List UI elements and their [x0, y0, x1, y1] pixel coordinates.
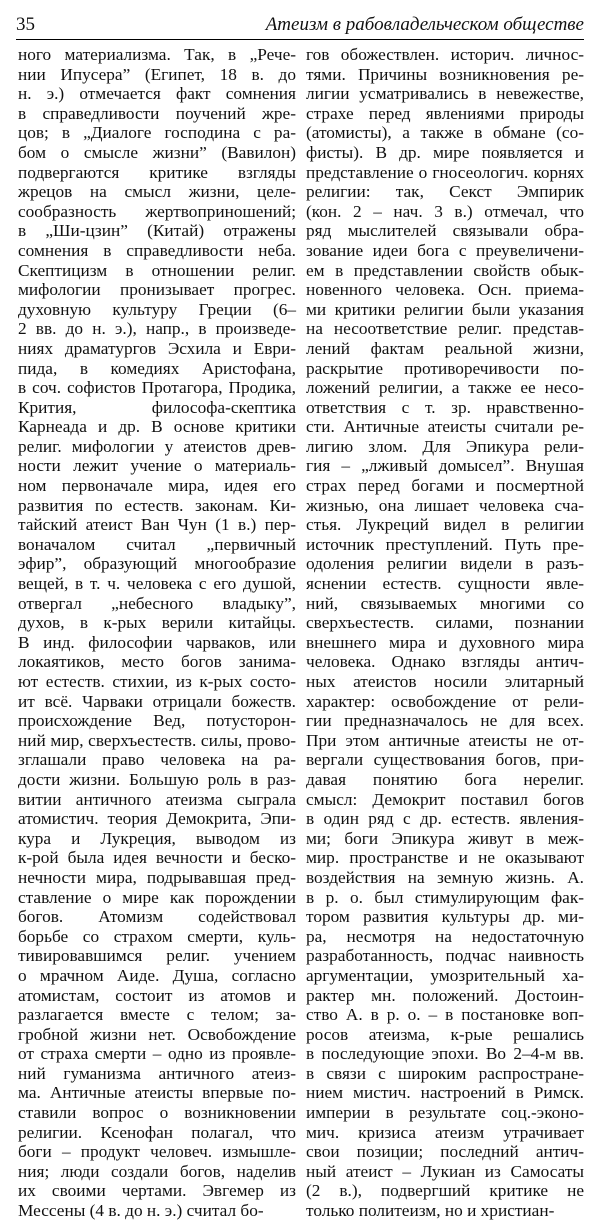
text-line: ставили вопрос о возникновении	[18, 1103, 296, 1123]
text-line: рактер мн. положений. Достоин-	[306, 985, 584, 1005]
text-line: ний, связываемых многими со	[306, 593, 584, 613]
text-line: 2 вв. до н. э.), напр., в произведе-	[18, 319, 296, 339]
text-line: духовную культуру Греции (6–	[18, 299, 296, 319]
text-line: ности лежит учение о материаль-	[18, 456, 296, 476]
text-line: росов атеизма, к-рые решались	[306, 1024, 584, 1044]
text-line: ниях драматургов Эсхила и Еври-	[18, 338, 296, 358]
text-line: сти. Античные атеисты считали ре-	[306, 417, 584, 437]
text-line: ставление о мире как порождении	[18, 887, 296, 907]
text-line: человека. Однако взгляды антич-	[306, 652, 584, 672]
text-line: ний мир, сверхъестеств. силы, прово-	[18, 730, 296, 750]
text-line: новенного человека. Осн. приема-	[306, 280, 584, 300]
text-line: витии античного атеизма сыграла	[18, 789, 296, 809]
text-line: развития по естеств. законам. Ки-	[18, 495, 296, 515]
text-line: гии предназначалось не для всех.	[306, 711, 584, 731]
text-line: бом о смысле жизни” (Вавилон)	[18, 142, 296, 162]
text-line: кура и Лукреция, выводом из	[18, 828, 296, 848]
text-line: (атомисты), а также в обмане (со-	[306, 123, 584, 143]
text-line: В инд. философии чарваков, или	[18, 632, 296, 652]
text-line: зование идеи бога с преувеличени-	[306, 240, 584, 260]
header-rule	[16, 39, 584, 40]
right-column	[306, 45, 584, 1221]
running-title: Атеизм в рабовладельческом обществе	[265, 14, 584, 35]
text-line: ответствия с т. зр. нравственно-	[306, 397, 584, 417]
text-line: только политеизм, но и христиан-	[306, 1201, 555, 1221]
text-line: аргументации, умозрительный ха-	[306, 965, 584, 985]
text-line: Карнеада и др. В основе критики	[18, 417, 296, 437]
text-line: воначалом считал „первичный	[18, 534, 296, 554]
text-line: тором развития культуры др. ми-	[306, 907, 584, 927]
text-line: лигию злом. Для Эпикура рели-	[306, 436, 584, 456]
text-line: о мрачном Аиде. Душа, согласно	[18, 965, 296, 985]
text-line: богов. Атомизм содействовал	[18, 907, 296, 927]
text-line: Мессены (4 в. до н. э.) считал бо-	[18, 1201, 264, 1221]
text-line: сомнения в справедливости неба.	[18, 240, 296, 260]
text-line: религии: так, Секст Эмпирик	[306, 182, 584, 202]
text-line: пида, в комедиях Аристофана,	[18, 358, 296, 378]
text-line: гов обожествлен. историч. личнос-	[306, 45, 584, 64]
text-line: гробной жизни нет. Освобождение	[18, 1024, 296, 1044]
text-line: зглашали право человека на ра-	[18, 750, 296, 770]
text-line: жрецов на смысл жизни, целе-	[18, 182, 296, 202]
text-line: ми критики религии были указания	[306, 299, 584, 319]
text-line: сообразность жертвоприношений;	[18, 201, 296, 221]
text-line: нечности мира, подрывавшая пред-	[18, 867, 296, 887]
text-line: в один ряд с др. естеств. явления-	[306, 809, 584, 829]
text-line: борьбе со страхом смерти, куль-	[18, 926, 296, 946]
page-header	[16, 10, 584, 40]
text-line: характер: освобождение от рели-	[306, 691, 584, 711]
text-line: разработанность, подчас наивность	[306, 946, 584, 966]
text-line: в соч. софистов Протагора, Продика,	[18, 378, 296, 398]
text-line: от страха смерти – одно из проявле-	[18, 1044, 296, 1064]
text-line: Скептицизм в отношении религ.	[18, 260, 296, 280]
text-line: гия – „лживый домысел”. Внушая	[306, 456, 584, 476]
text-line: подвергаются критике взгляды	[18, 162, 296, 182]
text-line: ный атеист – Лукиан из Самосаты	[306, 1161, 584, 1181]
text-line: духов, в к-рых верили китайцы.	[18, 613, 296, 633]
text-line: ний гуманизма античного атеиз-	[18, 1063, 296, 1083]
text-line: ство А. в р. о. – в постановке воп-	[306, 1005, 584, 1025]
text-line: ном первоначале мира, идея его	[18, 476, 296, 496]
text-line: отвергал „небесного владыку”,	[18, 593, 296, 613]
text-line: одоления религии видели в разъ-	[306, 554, 584, 574]
text-line: нием мистич. настроений в Римск.	[306, 1083, 584, 1103]
text-line: империи в результате соц.-эконо-	[306, 1103, 584, 1123]
text-line: их своими чертами. Эвгемер из	[18, 1181, 296, 1201]
text-line: ма. Античные атеисты впервые по-	[18, 1083, 296, 1103]
text-line: вергали существования богов, при-	[306, 750, 584, 770]
text-line: н. э.) отмечается факт сомнения	[18, 84, 296, 104]
text-line: локаятиков, место богов занима-	[18, 652, 296, 672]
text-line: источник преступлений. Путь пре-	[306, 534, 584, 554]
text-line: стья. Лукреций видел в религии	[306, 515, 584, 535]
text-line: ем в представлении свойств обык-	[306, 260, 584, 280]
page-number: 35	[16, 14, 35, 35]
text-line: ного материализма. Так, в „Рече-	[18, 45, 296, 64]
text-line: дости жизни. Большую роль в раз-	[18, 769, 296, 789]
text-line: представление о гносеологич. корнях	[306, 162, 584, 182]
text-line: ния; люди создали богов, наделив	[18, 1161, 296, 1181]
text-line: ложений религии, а также ее несо-	[306, 378, 584, 398]
text-line: ют естеств. стихии, из к-рых состо-	[18, 672, 296, 691]
text-line: нии Ипусера” (Египет, 18 в. до	[18, 64, 296, 84]
text-line: атомистам, состоит из атомов и	[18, 985, 296, 1005]
text-line: страхе перед явлениями природы	[306, 103, 584, 123]
text-line: внешнего мира и духовного мира	[306, 632, 584, 652]
text-line: (2 в.), подвергший критике не	[306, 1181, 584, 1201]
text-line: в последующие эпохи. Во 2–4-м вв.	[306, 1044, 584, 1064]
text-line: атомистич. теория Демокрита, Эпи-	[18, 809, 296, 829]
text-line: ра, несмотря на недостаточную	[306, 926, 584, 946]
text-line: в связи с широким распростране-	[306, 1063, 584, 1083]
text-line: давая понятию бога нерелиг.	[306, 769, 584, 789]
text-line: вещей, в т. ч. человека с его душой,	[18, 574, 296, 594]
text-line: тями. Причины возникновения ре-	[306, 64, 584, 84]
text-line: смысл: Демокрит поставил богов	[306, 789, 584, 809]
text-line: (кон. 2 – нач. 3 в.) отмечал, что	[306, 201, 584, 221]
text-line: лений фактам реальной жизни,	[306, 338, 584, 358]
left-column	[18, 45, 296, 1221]
text-line: в р. о. был стимулирующим фак-	[306, 887, 584, 907]
text-line: разлагается вместе с телом; за-	[18, 1005, 296, 1025]
text-line: ных атеистов носили элитарный	[306, 672, 584, 691]
text-line: религии. Ксенофан полагал, что	[18, 1122, 296, 1142]
text-line: тивировавшимся религ. учением	[18, 946, 296, 966]
text-line: в „Ши-цзин” (Китай) отражены	[18, 221, 296, 241]
text-line: свои позиции; последний антич-	[306, 1142, 584, 1162]
text-line: жизнью, она лишает человека сча-	[306, 495, 584, 515]
text-line: фисты). В др. мире появляется и	[306, 142, 584, 162]
text-line: цов; в „Диалоге господина с ра-	[18, 123, 296, 143]
text-line: Крития, философа-скептика	[18, 397, 296, 417]
text-line: ми; боги Эпикура живут в меж-	[306, 828, 584, 848]
text-line: ряд мыслителей связывали обра-	[306, 221, 584, 241]
text-line: воздействия на земную жизнь. А.	[306, 867, 584, 887]
text-line: боги – продукт человеч. измышле-	[18, 1142, 296, 1162]
text-line: мифологии пронизывает прогрес.	[18, 280, 296, 300]
text-line: в справедливости поучений жре-	[18, 103, 296, 123]
text-line: сверхъестеств. силами, познании	[306, 613, 584, 633]
text-line: к-рой была идея вечности и беско-	[18, 848, 296, 868]
text-line: тайский атеист Ван Чун (1 в.) пер-	[18, 515, 296, 535]
text-line: страх перед богами и посмертной	[306, 476, 584, 496]
text-line: происхождение Вед, потусторон-	[18, 711, 296, 731]
text-line: ит всё. Чарваки отрицали божеств.	[18, 691, 296, 711]
text-line: на несоответствие религ. представ-	[306, 319, 584, 339]
text-line: яснении естеств. сущности явле-	[306, 574, 584, 594]
text-line: эфир”, образующий многообразие	[18, 554, 296, 574]
text-line: мир. пространстве и не оказывают	[306, 848, 584, 868]
text-line: мич. кризиса атеизм утрачивает	[306, 1122, 584, 1142]
text-line: религ. мифологии у атеистов древ-	[18, 436, 296, 456]
text-line: При этом античные атеисты не от-	[306, 730, 584, 750]
text-line: раскрытие противоречивости по-	[306, 358, 584, 378]
text-line: лигии усматривались в невежестве,	[306, 84, 584, 104]
